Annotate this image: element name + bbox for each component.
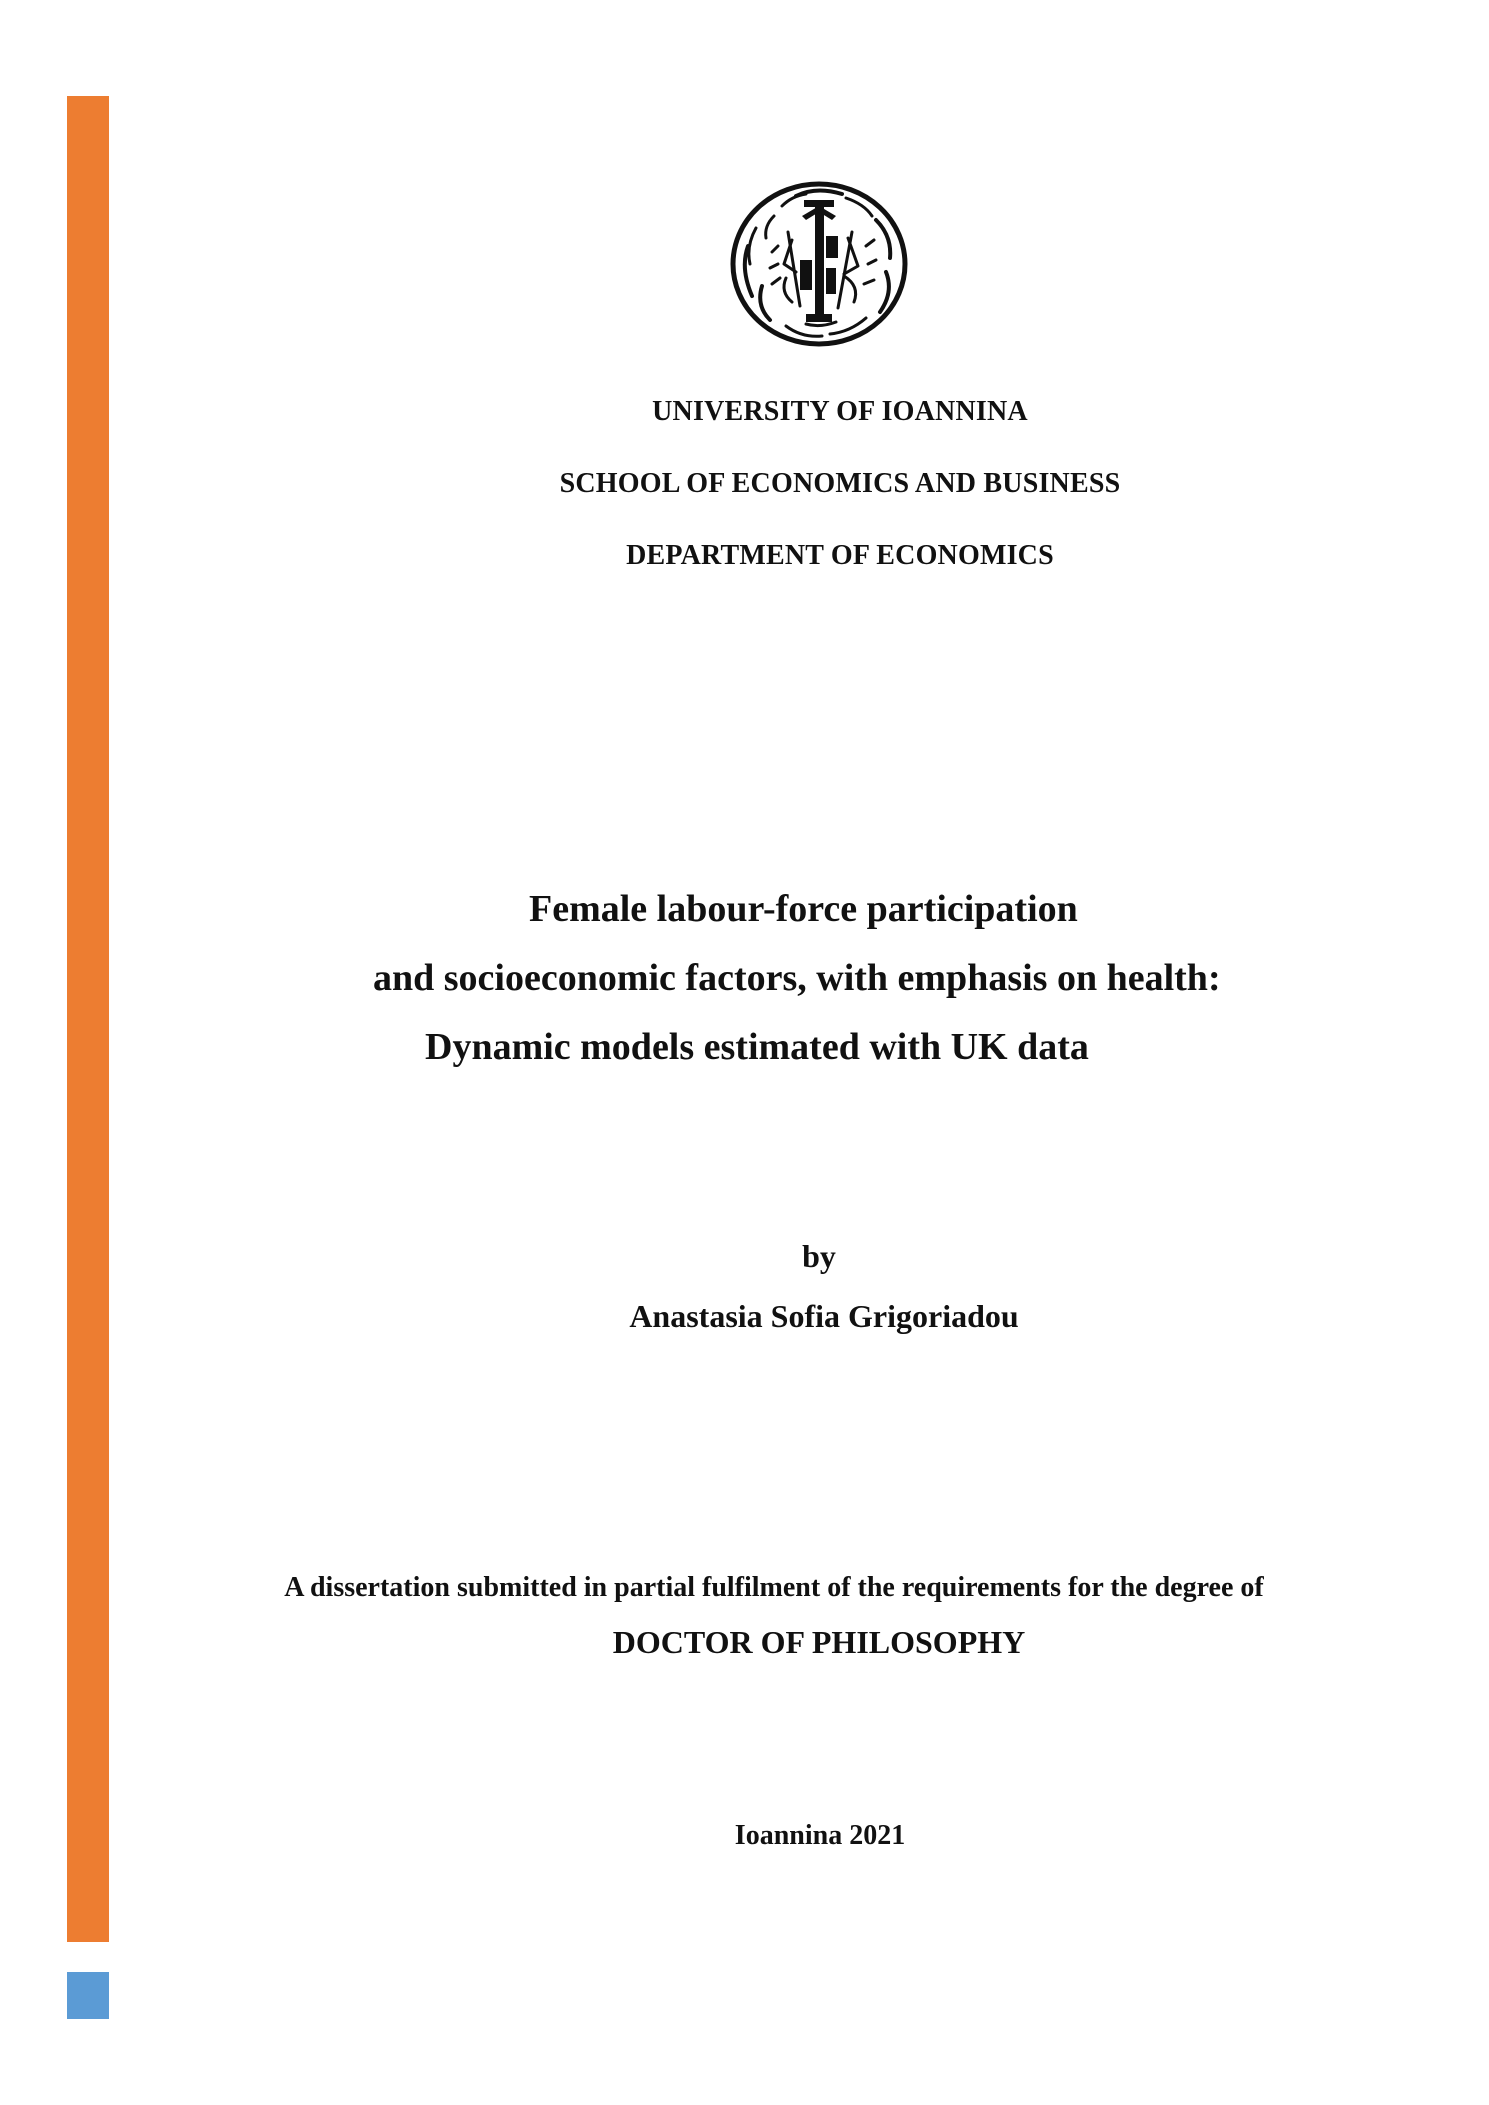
university-name: UNIVERSITY OF IOANNINA [652, 396, 1028, 427]
orange-side-bar [67, 96, 109, 1942]
place-and-year: Ioannina 2021 [734, 1820, 906, 1851]
department-name: DEPARTMENT OF ECONOMICS [626, 540, 1054, 571]
author-name: Anastasia Sofia Grigoriadou [629, 1298, 1019, 1334]
title-line-1: Female labour-force participation [529, 888, 1078, 930]
title-line-3: Dynamic models estimated with UK data [425, 1026, 1089, 1068]
degree-name: DOCTOR OF PHILOSOPHY [612, 1624, 1026, 1660]
submission-statement: A dissertation submitted in partial fulfilment of the requirements for the degree of [284, 1572, 1264, 1603]
by-label: by [802, 1238, 836, 1274]
university-seal-icon [726, 176, 912, 350]
title-line-2: and socioeconomic factors, with emphasis on health: [373, 957, 1221, 999]
school-name: SCHOOL OF ECONOMICS AND BUSINESS [559, 468, 1121, 499]
blue-corner-square [67, 1972, 109, 2019]
